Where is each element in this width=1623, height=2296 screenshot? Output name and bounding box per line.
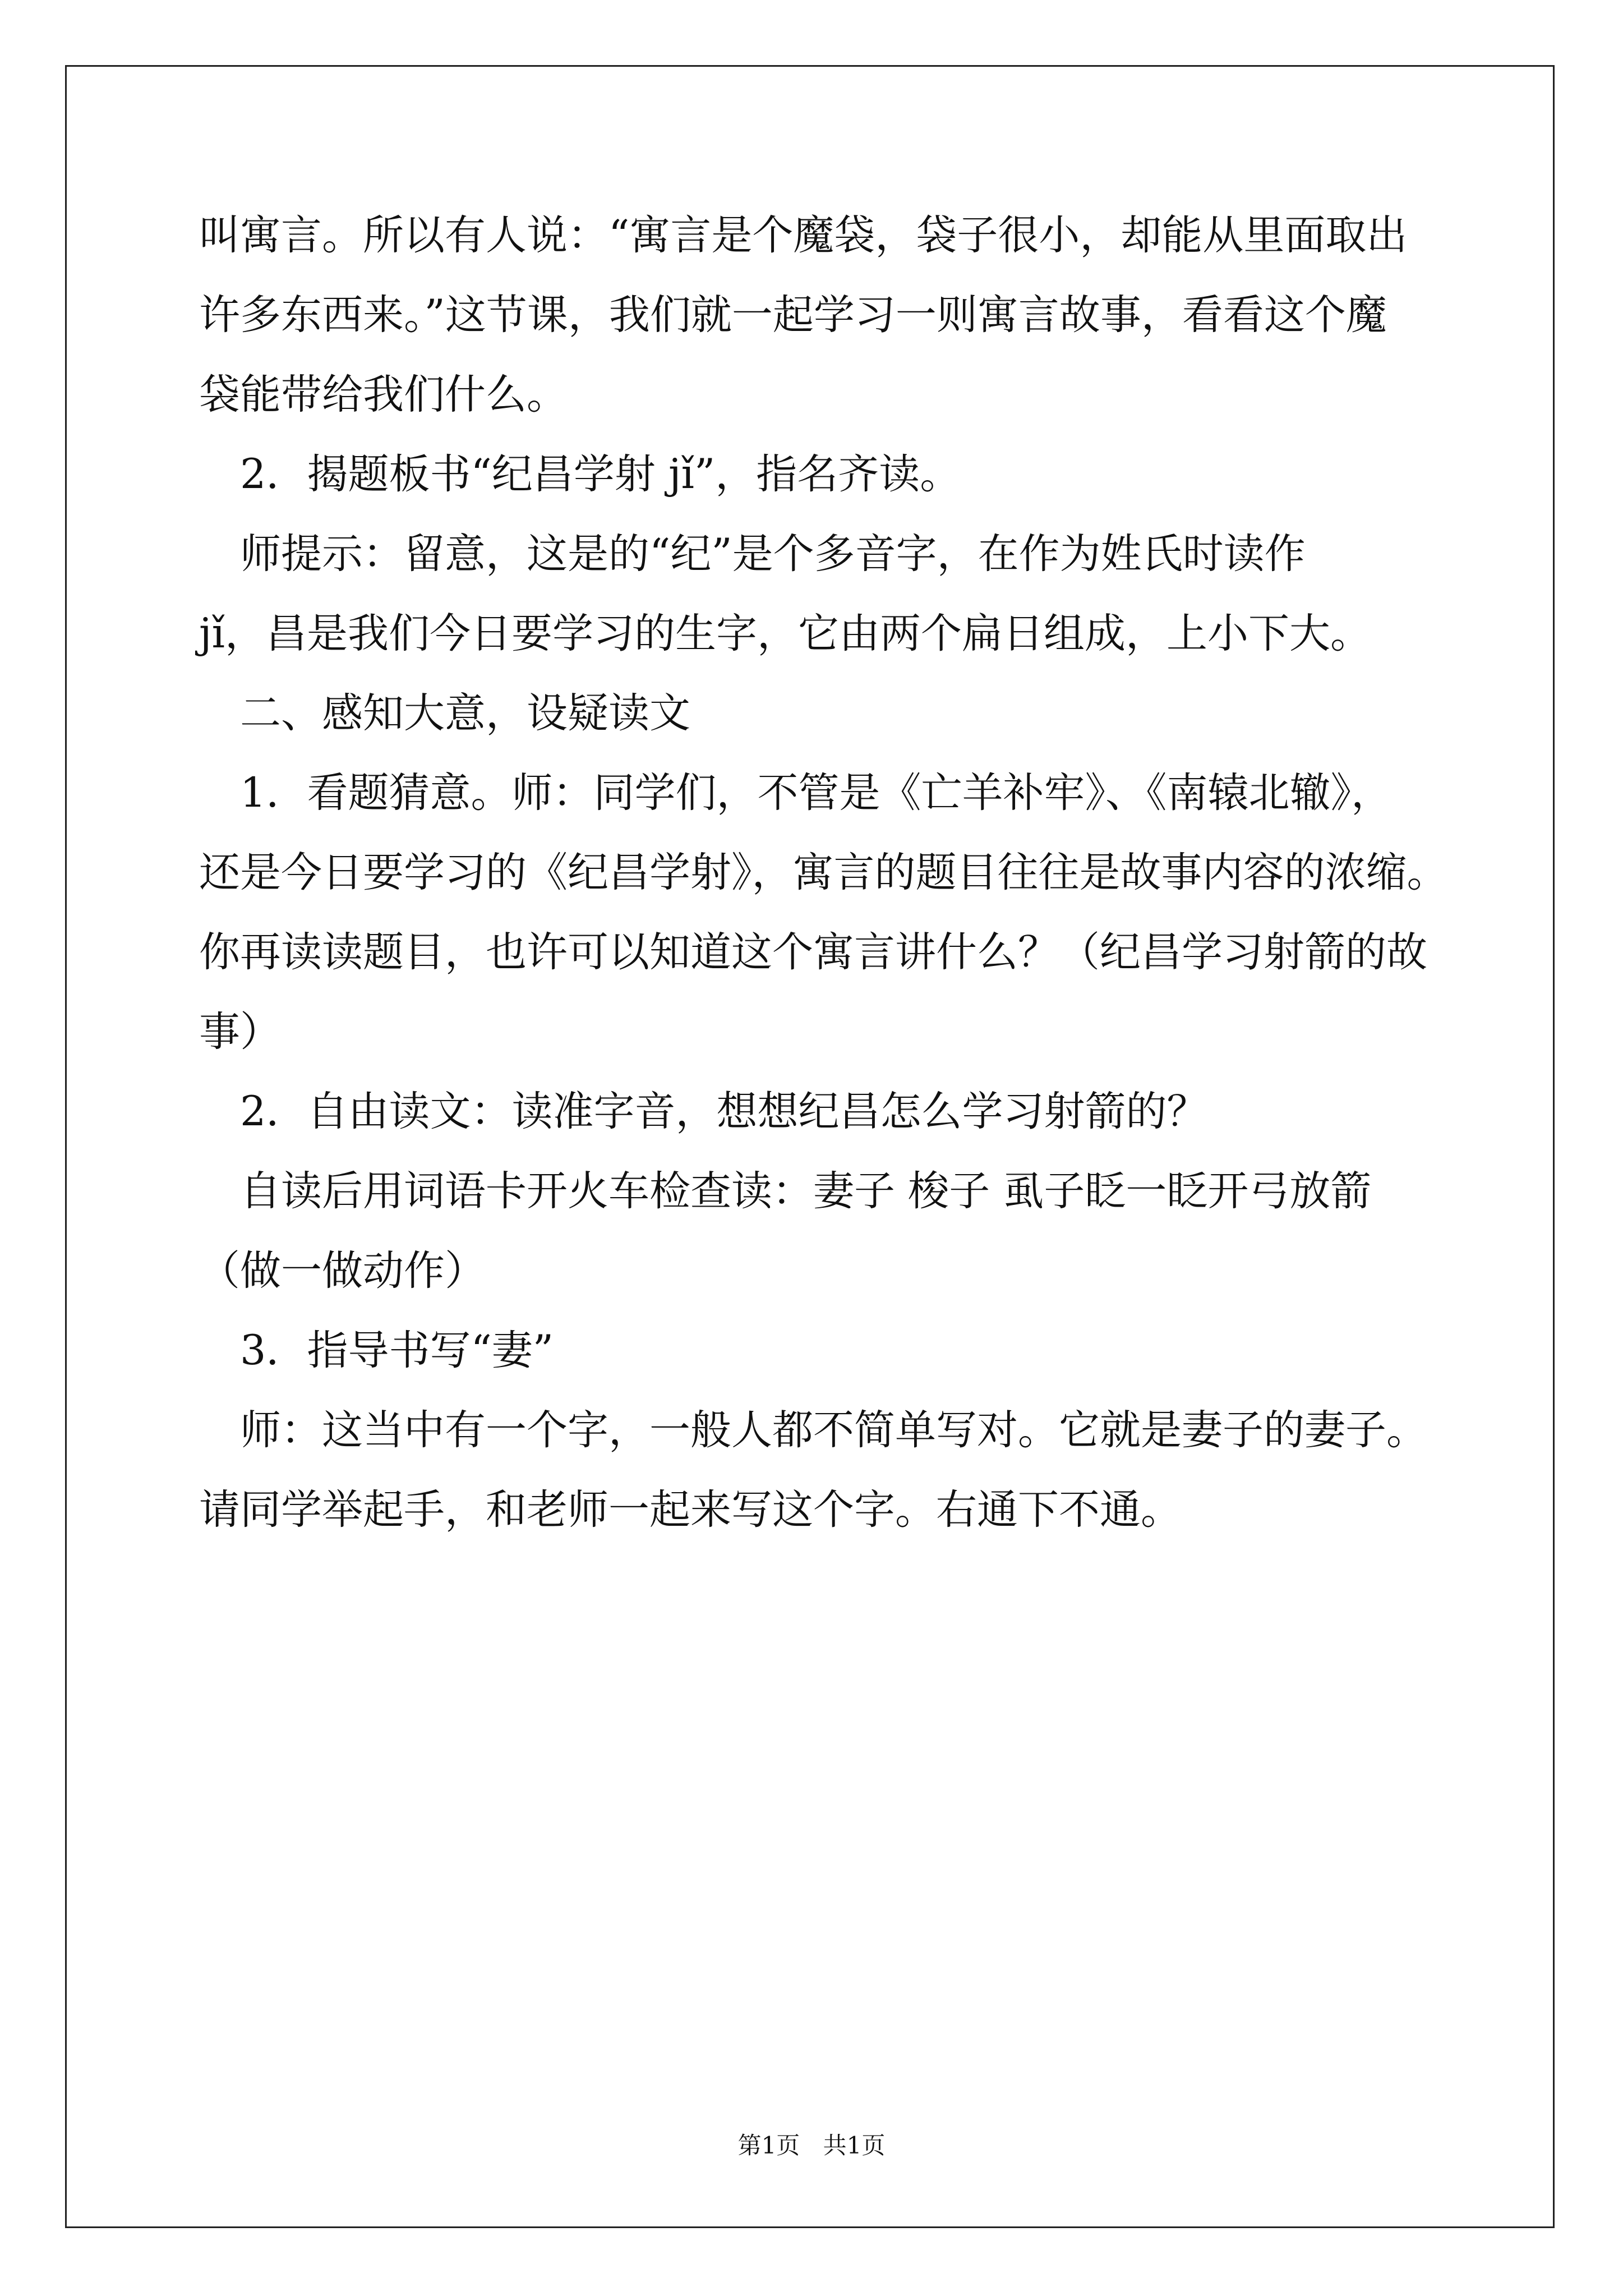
text-line: 师提示：留意，这是的“纪”是个多音字，在作为姓氏时读作 bbox=[199, 530, 1306, 578]
text-line: 二、感知大意，设疑读文 bbox=[199, 689, 690, 737]
text-line: 许多东西来。”这节课，我们就一起学习一则寓言故事，看看这个魔 bbox=[199, 291, 1387, 339]
page-number: 第1页 bbox=[737, 2132, 800, 2159]
text-line: 你再读读题目，也许可以知道这个寓言讲什么？（纪昌学习射箭的故 bbox=[199, 928, 1427, 976]
text-line: 3．指导书写“妻” bbox=[199, 1327, 554, 1374]
text-line: 2．自由读文：读准字音，想想纪昌怎么学习射箭的？ bbox=[199, 1088, 1208, 1135]
text-line: 还是今日要学习的《纪昌学射》，寓言的题目往往是故事内容的浓缩。 bbox=[199, 849, 1448, 896]
text-line: 2．揭题板书“纪昌学射 jǐ”，指名齐读。 bbox=[199, 450, 961, 498]
text-line: 1．看题猜意。师：同学们，不管是《亡羊补牢》、《南辕北辙》， bbox=[199, 769, 1392, 817]
text-line: （做一做动作） bbox=[199, 1247, 486, 1295]
text-line: 叫寓言。所以有人说：“寓言是个魔袋，袋子很小，却能从里面取出 bbox=[199, 211, 1408, 259]
text-line: jǐ，昌是我们今日要学习的生字，它由两个扁日组成，上小下大。 bbox=[199, 610, 1371, 657]
text-line: 事） bbox=[199, 1008, 281, 1056]
text-line: 师：这当中有一个字，一般人都不简单写对。它就是妻子的妻子。 bbox=[199, 1406, 1427, 1454]
text-line: 自读后用词语卡开火车检查读：妻子 梭子 虱子眨一眨开弓放箭 bbox=[199, 1167, 1372, 1215]
page-total: 共1页 bbox=[823, 2132, 886, 2159]
page-footer bbox=[0, 2127, 1623, 2161]
text-line: 袋能带给我们什么。 bbox=[199, 371, 568, 418]
text-line: 请同学举起手，和老师一起来写这个字。右通下不通。 bbox=[199, 1486, 1182, 1534]
